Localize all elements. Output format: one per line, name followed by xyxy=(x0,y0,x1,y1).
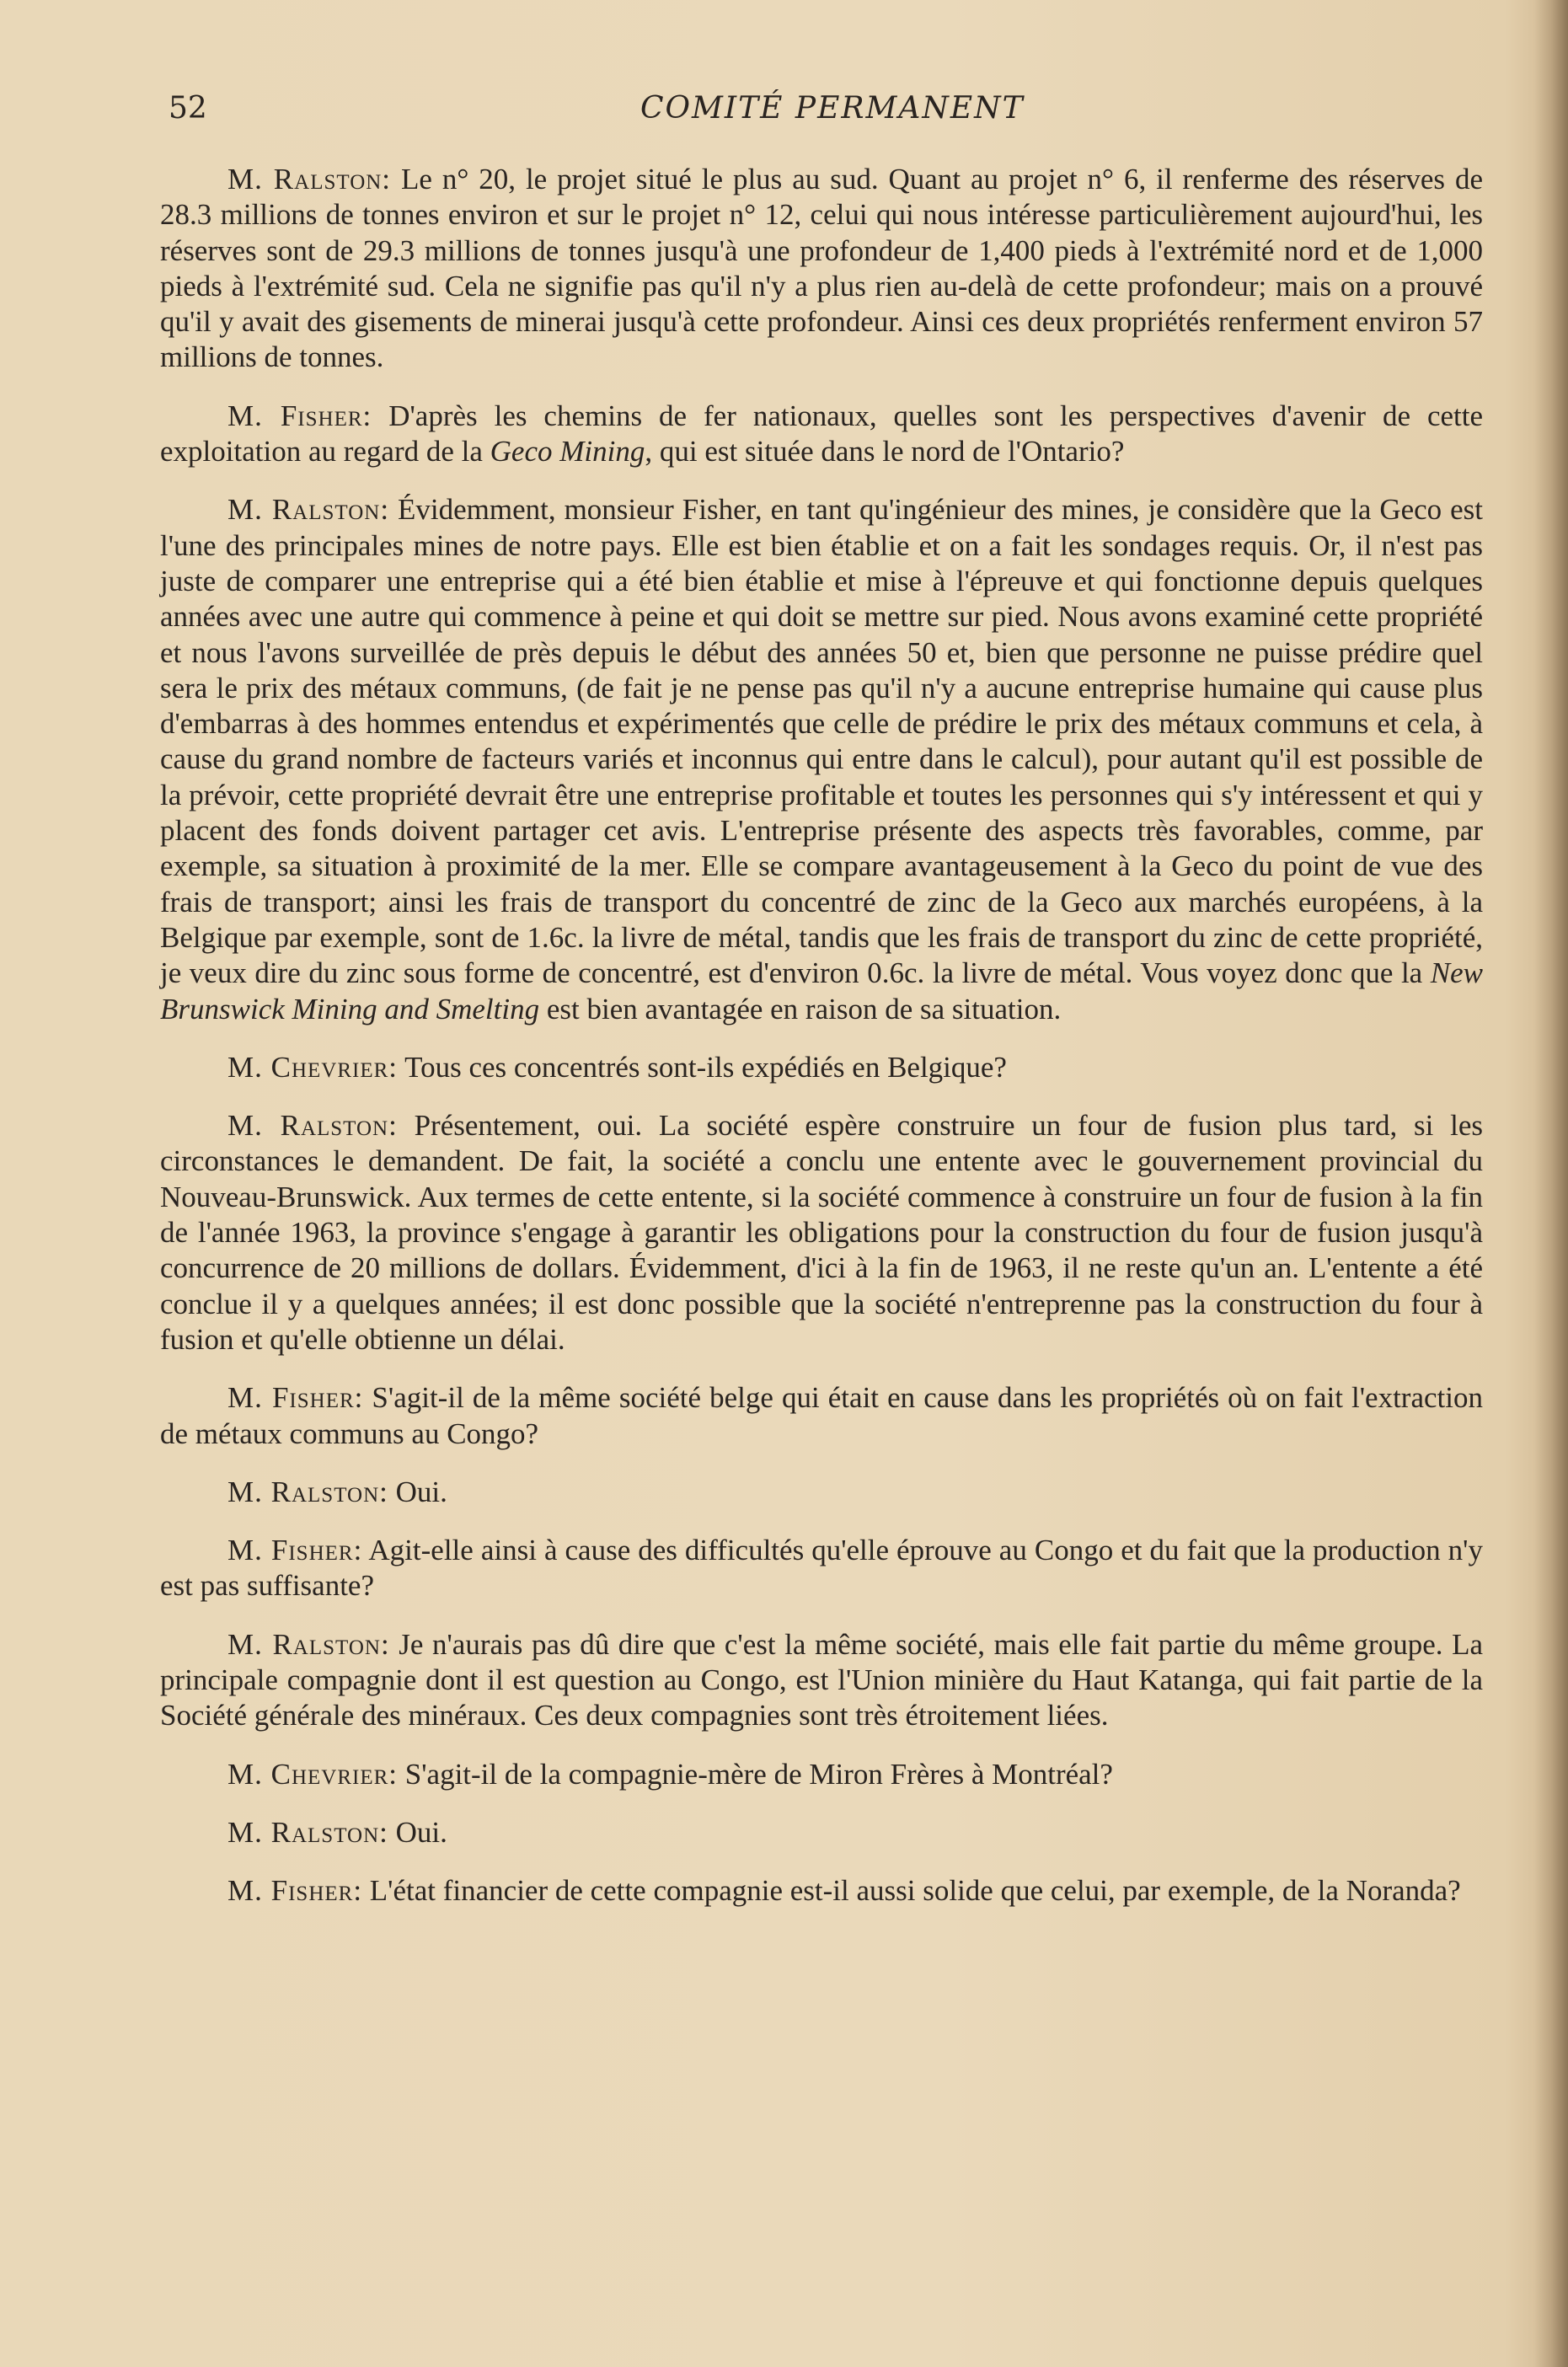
paragraph-text: Oui. xyxy=(388,1815,447,1849)
paragraph-text: Agit-elle ainsi à cause des difficultés qu'elle éprouve au Congo et du fait que la production n'y est pas suffisante? xyxy=(160,1534,1483,1603)
speaker-name: M. Chevrier: xyxy=(227,1757,399,1791)
paragraph xyxy=(160,1627,1483,1734)
paragraph xyxy=(160,1533,1483,1604)
speaker-name: M. Fisher: xyxy=(227,1874,363,1908)
paragraph xyxy=(160,399,1483,470)
paragraph-text: Évidemment, monsieur Fisher, en tant qu'ingénieur des mines, je considère que la Geco est l'une des principales mines de notre pays. Elle est bien établie et on a fait les sondages requis. Or, il n'est pas juste de comparer une entreprise qui a été bien établie et mise à l'épreuve et qui fonctionne depuis quelques années avec une autre qui commence à peine et qui doit se mettre sur pied. Nous avons examiné cette propriété et nous l'avons surveillée de près depuis le début des années 50 et, bien que personne ne puisse prédire quel sera le prix des métaux communs, (de fait je ne pense pas qu'il n'y a aucune entreprise humaine qui cause plus d'embarras à des hommes entendus et expérimentés que celle de prédire le prix des métaux communs et cela, à cause du grand nombre de facteurs variés et inconnus qui entre dans le calcul), pour autant qu'il est possible de la prévoir, cette propriété devrait être une entreprise profitable et toutes les personnes qui s'y intéressent et qui y placent des fonds doivent partager cet avis. L'entreprise présente des aspects très favorables, comme, par exemple, sa situation à proximité de la mer. Elle se compare avantageusement à la Geco du point de vue des frais de transport; ainsi les frais de transport du concentré de zinc de la Geco aux marchés européens, à la Belgique par exemple, sont de 1.6c. la livre de métal, tandis que les frais de transport du zinc de cette propriété, je veux dire du zinc sous forme de concentré, est d'environ 0.6c. la livre de métal. Vous voyez donc que la xyxy=(160,493,1483,990)
document-body xyxy=(160,162,1483,1931)
paragraph xyxy=(160,162,1483,376)
paragraph-text: L'état financier de cette compagnie est-il aussi solide que celui, par exemple, de la Noranda? xyxy=(362,1874,1461,1908)
paragraph xyxy=(160,1815,1483,1850)
speaker-name: M. Ralston: xyxy=(227,1109,398,1143)
speaker-name: M. Ralston: xyxy=(227,163,392,195)
paragraph-text: Je n'aurais pas dû dire que c'est la même société, mais elle fait partie du même groupe. La principale compagnie dont il est question au Congo, est l'Union minière du Haut Katanga, qui fait partie de la Société générale des minéraux. Ces deux compagnies sont très étroitement liées. xyxy=(160,1627,1483,1732)
speaker-name: M. Fisher: xyxy=(227,399,372,432)
speaker-name: M. Fisher: xyxy=(227,1534,363,1567)
paragraph-text: D'après les chemins de fer nationaux, quelles sont les perspectives d'avenir de cette exploitation au regard de la xyxy=(160,399,1483,469)
page-edge-shadow xyxy=(1534,0,1568,2367)
paragraph-text: S'agit-il de la même société belge qui était en cause dans les propriétés où on fait l'extraction de métaux communs au Congo? xyxy=(160,1381,1483,1450)
paragraph-text: S'agit-il de la compagnie-mère de Miron Frères à Montréal? xyxy=(398,1757,1113,1791)
speaker-name: M. Fisher: xyxy=(227,1381,364,1415)
paragraph-text: Présentement, oui. La société espère construire un four de fusion plus tard, si les circonstances le demandent. De fait, la société a conclu une entente avec le gouvernement provincial du Nouveau-Brunswick. Aux termes de cette entente, si la société commence à construire un four de fusion à la fin de l'année 1963, la province s'engage à garantir les obligations pour la construction du four de fusion jusqu'à concurrence de 20 millions de dollars. Évidemment, d'ici à la fin de 1963, il ne reste qu'un an. L'entente a été conclue il y a quelques années; il est donc possible que la société n'entreprenne pas la construction du four à fusion et qu'elle obtienne un délai. xyxy=(160,1109,1483,1356)
speaker-name: M. Ralston: xyxy=(227,1815,388,1849)
paragraph xyxy=(160,1050,1483,1085)
paragraph xyxy=(160,1380,1483,1452)
paragraph-text: Tous ces concentrés sont-ils expédiés en Belgique? xyxy=(398,1050,1007,1084)
speaker-name: M. Ralston: xyxy=(227,493,390,527)
paragraph-text: Oui. xyxy=(388,1475,447,1508)
speaker-name: M. Ralston: xyxy=(227,1627,390,1661)
paragraph-text: , qui est située dans le nord de l'Ontario? xyxy=(645,435,1125,469)
speaker-name: M. Ralston: xyxy=(227,1475,388,1508)
paragraph xyxy=(160,1108,1483,1358)
page-number: 52 xyxy=(169,91,207,126)
page-header xyxy=(169,91,1483,142)
paragraph-text: Le n° 20, le projet situé le plus au sud. Quant au projet n° 6, il renferme des réserves de 28.3 millions de tonnes environ et sur le projet n° 12, celui qui nous intéresse particulièrement aujourd'hui, les réserves sont de 29.3 millions de tonnes jusqu'à une profondeur de 1,400 pieds à l'extrémité nord et de 1,000 pieds à l'extrémité sud. Cela ne signifie pas qu'il n'y a plus rien au-delà de cette profondeur; mais on a prouvé qu'il y avait des gisements de minerai jusqu'à cette profondeur. Ainsi ces deux propriétés renferment environ 57 millions de tonnes. xyxy=(160,163,1483,374)
paragraph xyxy=(160,1873,1483,1909)
company-name: Geco Mining xyxy=(490,435,645,469)
paragraph xyxy=(160,492,1483,1026)
speaker-name: M. Chevrier: xyxy=(227,1050,399,1084)
paragraph xyxy=(160,1757,1483,1792)
running-title: COMITÉ PERMANENT xyxy=(640,91,1025,126)
paragraph-text: est bien avantagée en raison de sa situation. xyxy=(539,992,1062,1026)
paragraph xyxy=(160,1475,1483,1510)
company-name: New Brunswick Mining and Smelting xyxy=(160,956,1483,1026)
